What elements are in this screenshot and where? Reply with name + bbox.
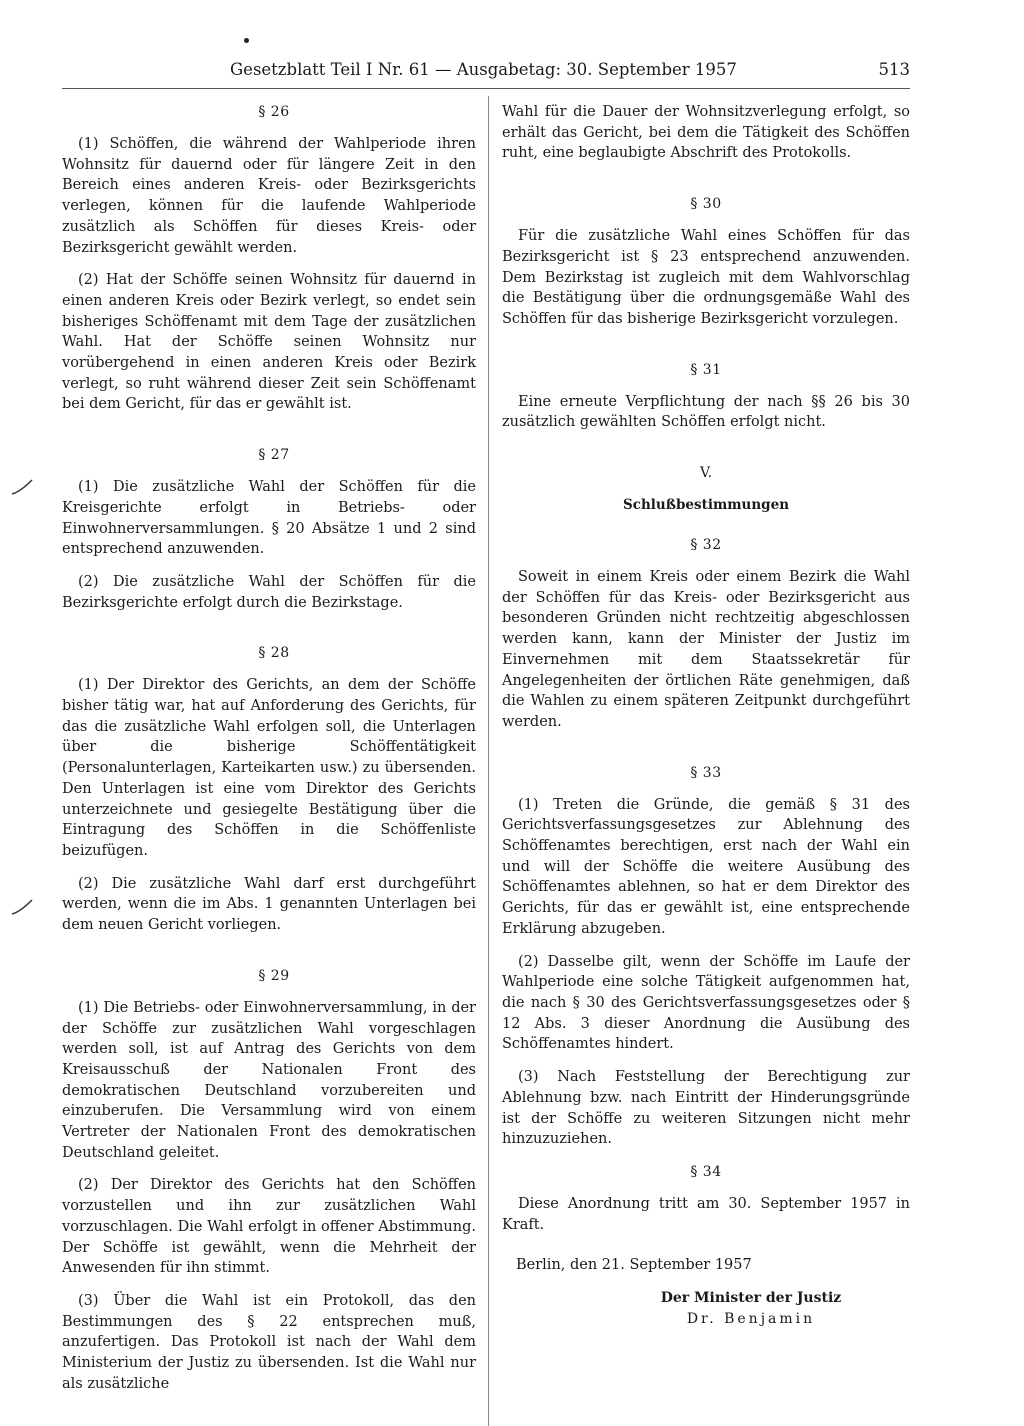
part-number: V. <box>699 465 713 482</box>
part-title: Schlußbestimmungen <box>622 497 790 514</box>
paragraph: (2) Dasselbe gilt, wenn der Schöffe im Laufe der Wahlperiode eine solche Tätigkeit aufgenommen hat, die nach § 30 des Gerichtsverfassungsgesetzes oder § 12 Abs. 3 dieser Anordnung die Ausübung des Schöffenamtes hindert. <box>502 953 910 1053</box>
paragraph: (1) Die Betriebs- oder Einwohnerversammlung, in der der Schöffe zur zusätzlichen Wahl vorgeschlagen werden soll, ist auf Antrag des Gerichts von dem Kreisausschuß der Nationalen Front des demokratischen Deutschland vorzubereiten und einzuberufen. Die Versammlung wird von einem Vertreter der Nationalen Front des demokratischen Deutschland geleitet. <box>62 999 476 1161</box>
paragraph: (2) Die zusätzliche Wahl darf erst durchgeführt werden, wenn die im Abs. 1 genannten Unterlagen bei dem neuen Gericht vorliegen. <box>62 875 476 934</box>
paragraph: Eine erneute Verpflichtung der nach §§ 26 bis 30 zusätzlich gewählten Schöffen erfolgt nicht. <box>502 393 910 431</box>
page-header <box>230 60 910 90</box>
section-heading-27: § 27 <box>258 447 290 464</box>
section-heading-31: § 31 <box>690 361 722 378</box>
signer-name: Dr. Benjamin <box>686 1311 816 1328</box>
paragraph: (3) Über die Wahl ist ein Protokoll, das den Bestimmungen des § 22 entsprechen muß, anzufertigen. Das Protokoll ist nach der Wahl dem Ministerium der Justiz zu übersenden. Ist die Wahl nur als zusätzliche <box>62 1292 476 1392</box>
paragraph: (1) Schöffen, die während der Wahlperiode ihren Wohnsitz für dauernd oder für längere Zeit in den Bereich eines anderen Kreis- oder Bezirksgerichts verlegen, können für die laufende Wahlperiode zusätzlich als Schöffen für dieses Kreis- oder Bezirksgericht gewählt werden. <box>62 136 476 256</box>
section-heading-29: § 29 <box>258 967 290 984</box>
paragraph: (2) Der Direktor des Gerichts hat den Schöffen vorzustellen und ihn zur zusätzlichen Wahl vorzuschlagen. Die Wahl erfolgt in offener Abstimmung. Der Schöffe ist gewählt, wenn die Mehrheit der Anwesenden für ihn stimmt. <box>62 1177 476 1277</box>
page-number: 513 <box>878 60 910 79</box>
paragraph: (1) Der Direktor des Gerichts, an dem der Schöffe bisher tätig war, hat auf Anforderung des Gerichts, für das die zusätzliche Wahl erfolgen soll, die Unterlagen über die bisherige Schöffentätigkeit (Personalunterlagen, Karteikarten usw.) zu übersenden. Den Unterlagen ist eine vom Direktor des Gerichts unterzeichnete und gesiegelte Bestätigung über die Eintragung des Schöffen in die Schöffenliste beizufügen. <box>62 677 476 859</box>
header-title: Gesetzblatt Teil I Nr. 61 — Ausgabetag: 30. September 1957 <box>230 60 737 79</box>
paragraph: (2) Hat der Schöffe seinen Wohnsitz für dauernd in einen anderen Kreis oder Bezirk verlegt, so endet sein bisheriges Schöffenamt mit dem Tage der zusätzlichen Wahl. Hat der Schöffe seinen Wohnsitz nur vorübergehend in einen anderen Kreis oder Bezirk verlegt, so ruht während dieser Zeit sein Schöffenamt bei dem Gericht, für das er gewählt ist. <box>62 272 476 413</box>
paragraph: Soweit in einem Kreis oder einem Bezirk die Wahl der Schöffen für das Kreis- oder Bezirksgericht aus besonderen Gründen nicht rechtzeitig abgeschlossen werden kann, kann der Minister der Justiz im Einvernehmen mit dem Staatssekretär für Angelegenheiten der örtlichen Räte genehmigen, daß die Wahlen zu einem späteren Zeitpunkt durchgeführt werden. <box>502 569 910 730</box>
section-heading-33: § 33 <box>690 764 722 781</box>
margin-check-mark <box>10 898 36 918</box>
signer-title: Der Minister der Justiz <box>660 1290 842 1307</box>
column-divider <box>488 96 489 1426</box>
header-rule <box>62 88 910 89</box>
paragraph: (2) Die zusätzliche Wahl der Schöffen für die Bezirksgerichte erfolgt durch die Bezirkstage. <box>62 573 476 611</box>
paragraph: (3) Nach Feststellung der Berechtigung zur Ablehnung bzw. nach Eintritt der Hinderungsgründe ist der Schöffe zu weiteren Sitzungen nicht mehr hinzuzuziehen. <box>502 1069 910 1148</box>
date-line: Berlin, den 21. September 1957 <box>516 1257 752 1274</box>
paragraph: (1) Treten die Gründe, die gemäß § 31 des Gerichtsverfassungsgesetzes zur Ablehnung des Schöffenamtes berechtigen, erst nach der Wahl ein und will der Schöffe die weitere Ausübung des Schöffenamtes ablehnen, so hat er dem Direktor des Gerichts, für das er gewählt ist, eine entsprechende Erklärung abzugeben. <box>502 796 910 937</box>
section-heading-32: § 32 <box>690 537 722 554</box>
paragraph: (1) Die zusätzliche Wahl der Schöffen für die Kreisgerichte erfolgt in Betriebs- oder Einwohnerversammlungen. § 20 Absätze 1 und 2 sind entsprechend anzuwenden. <box>62 479 476 558</box>
margin-check-mark <box>10 478 36 498</box>
paragraph: Diese Anordnung tritt am 30. September 1957 in Kraft. <box>502 1195 910 1233</box>
section-heading-30: § 30 <box>690 196 722 213</box>
section-heading-28: § 28 <box>258 645 290 662</box>
section-heading-26: § 26 <box>258 104 290 120</box>
left-column <box>62 102 476 1394</box>
paragraph: Für die zusätzliche Wahl eines Schöffen für das Bezirksgericht ist § 23 entsprechend anzuwenden. Dem Bezirkstag ist zugleich mit dem Wahlvorschlag die Bestätigung über die ordnungsgemäße Wahl des Schöffen für das bisherige Bezirksgericht vorzulegen. <box>502 228 910 327</box>
right-column <box>502 102 910 1329</box>
section-heading-34: § 34 <box>690 1163 722 1180</box>
print-dot <box>244 38 249 43</box>
paragraph-continued: Wahl für die Dauer der Wohnsitzverlegung erfolgt, so erhält das Gericht, bei dem die Tätigkeit des Schöffen ruht, eine beglaubigte Abschrift des Protokolls. <box>502 104 910 162</box>
